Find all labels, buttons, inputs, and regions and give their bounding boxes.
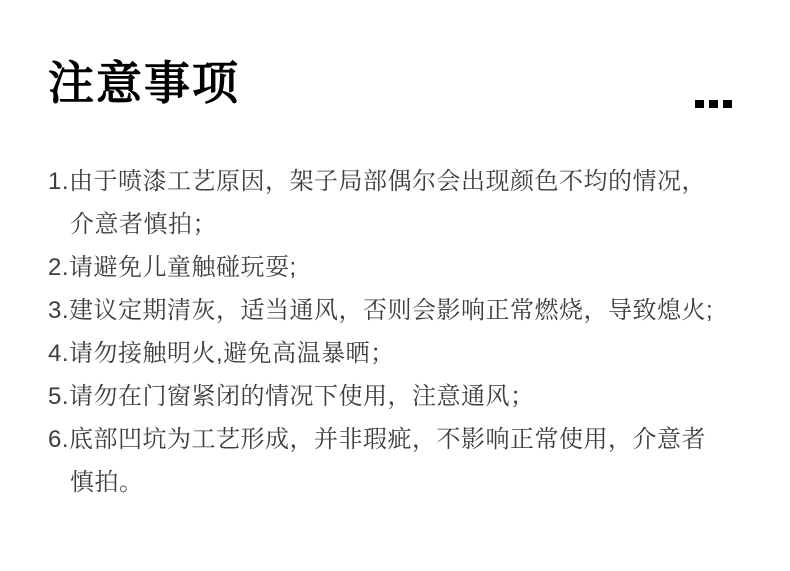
more-dots-icon (695, 100, 732, 108)
note-line-1-continued: 介意者慎拍； (70, 211, 217, 238)
dot (709, 100, 718, 108)
note-line-5: 5.请勿在门窗紧闭的情况下使用，注意通风； (48, 383, 535, 410)
note-line-3: 3.建议定期清灰，适当通风，否则会影响正常燃烧，导致熄火; (48, 297, 714, 324)
note-line-2: 2.请避免儿童触碰玩耍; (48, 254, 297, 281)
note-line-6-continued: 慎拍。 (70, 469, 144, 496)
note-line-6: 6.底部凹坑为工艺形成，并非瑕疵，不影响正常使用，介意者 (48, 426, 707, 453)
page-title: 注意事项 (48, 57, 240, 109)
note-line-4: 4.请勿接触明火,避免高温暴晒； (48, 340, 395, 367)
page-header (48, 52, 742, 114)
notes-list (48, 160, 760, 504)
note-line-1: 1.由于喷漆工艺原因，架子局部偶尔会出现颜色不均的情况， (48, 168, 707, 195)
dot (695, 100, 704, 108)
dot (723, 100, 732, 108)
